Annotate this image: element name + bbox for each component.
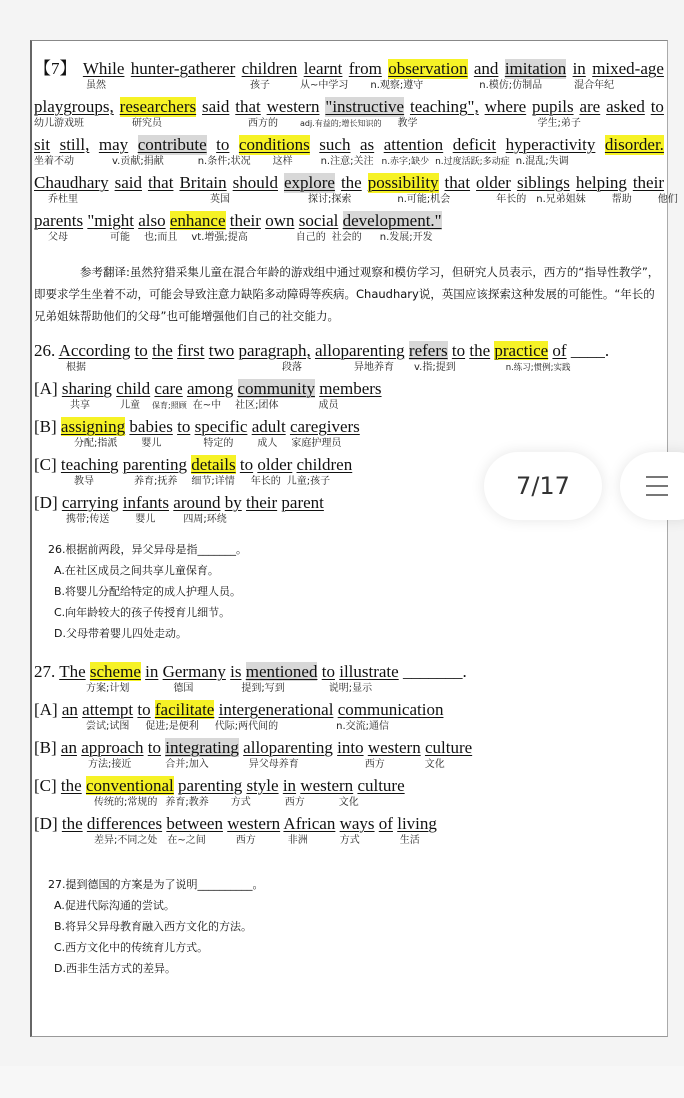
gloss-line-2 [34,117,664,135]
word: sharing [61,379,112,398]
word: older [257,455,293,474]
word: playgroups, [34,97,114,116]
gloss: 携带;传送 [66,514,110,525]
word: of [552,341,567,360]
gloss: 方案;计划 [86,683,130,694]
option-letter: [D] [34,814,58,833]
word: an [60,738,77,757]
word: that [444,173,471,192]
word: said [202,97,230,116]
gloss: 父母 [48,232,68,243]
word: learnt [303,59,343,78]
gloss: n.可能;机会 [397,194,451,205]
word: paragraph, [238,341,311,360]
gloss: 教学 [397,118,418,129]
gloss: 细节;详情 [191,476,235,487]
word: western [227,814,281,833]
highlighted-word: practice [494,341,549,360]
word: parent [281,493,324,512]
word: western [367,738,421,757]
word: social [298,211,339,230]
shaded-word: development." [342,211,442,230]
gloss: 家庭护理员 [291,438,342,449]
gloss: 方法;接近 [88,759,132,770]
gloss: 研究员 [132,118,162,129]
word: siblings [516,173,570,192]
q27-option-c-gloss [34,796,664,814]
word: to [650,97,664,116]
word: intergenerational [218,700,334,719]
gloss: 帮助 [611,194,632,205]
gloss: 传统的;常规的 [94,797,158,808]
gloss: 婴儿 [135,514,156,525]
word: the [152,341,173,360]
gloss: 异父母养育 [248,759,299,770]
word: own [265,211,295,230]
word: that [147,173,174,192]
word: in [145,662,159,681]
gloss: 幼儿游戏班 [34,118,84,129]
q27-stem-gloss [34,682,664,700]
word: in [282,776,297,795]
gloss: 儿童;孩子 [286,476,331,487]
gloss: n.注意;关注 [320,156,374,167]
gloss-line-4 [34,193,678,211]
word: sit [34,135,51,154]
gloss: adj.有益的;增长知识的 [300,119,382,128]
highlighted-word: possibility [367,173,439,192]
gloss: 差异;不同之处 [94,835,158,846]
word: in [572,59,586,78]
word: the [340,173,362,192]
q27-option-d[interactable] [34,814,664,834]
word: communication [337,700,444,719]
word: around [173,493,221,512]
word: teaching", [409,97,479,116]
word: an [61,700,78,719]
reference-translation: 参考翻译:虽然狩猎采集儿童在混合年龄的游戏组中通过观察和模仿学习，但研究人员表示，西方的“指导性教学”，即要求学生坐着不动，可能会导致注意力缺陷多动障碍等疾病。Chaudhary说，英国应该探索这种发展的可能性。“年长的兄弟姐妹帮助他们的父母”也可能增强他们自己的社交能力。 [34,265,660,323]
q27-option-c[interactable] [34,776,664,796]
gloss: n.发展;开发 [379,232,433,243]
word: child [116,379,151,398]
gloss: 在~中 [192,400,222,411]
gloss: 养育;抚养 [134,476,178,487]
word: asked [606,97,645,116]
word: attention [383,135,444,154]
word: While [82,59,125,78]
gloss: 根据 [66,362,86,373]
option-letter: [B] [34,738,57,757]
highlighted-word: conditions [238,135,310,154]
word: attempt [82,700,134,719]
blank: _______. [402,662,467,681]
q26-cn-stem: 26.根据前两段，异父异母是指_______。 [48,543,247,556]
question-number: 26. [34,341,56,360]
word: western [300,776,354,795]
word: pupils [532,97,574,116]
gloss: 坐着不动 [34,156,74,167]
gloss: 社会的 [331,232,362,243]
word: to [321,662,335,681]
gloss: 教导 [74,476,94,487]
gloss: 西方 [284,797,305,808]
highlighted-word: assigning [60,417,126,436]
word: two [208,341,235,360]
gloss: n.赤字;缺少 [381,157,430,167]
word: parenting [122,455,187,474]
gloss: 乔杜里 [48,194,78,205]
q27-chinese [48,874,664,979]
page-indicator-label: 7/17 [516,472,570,500]
word: that [235,97,261,116]
gloss: n.模仿;仿制品 [479,80,543,91]
word: alloparenting [314,341,405,360]
word: their [632,173,664,192]
q26-option-b[interactable] [34,417,664,437]
word: to [147,738,162,757]
word: children [241,59,298,78]
gloss: n.兄弟姐妹 [536,194,586,205]
q27-option-a-gloss [34,720,664,738]
gloss: v.指;提到 [414,362,456,373]
word: from [348,59,382,78]
word: culture [424,738,473,757]
word: also [138,211,166,230]
word: African [283,814,336,833]
word: living [397,814,437,833]
q27-cn-stem: 27.提到德国的方案是为了说明__________。 [48,878,264,891]
word: hunter-gatherer [130,59,236,78]
gloss: 特定的 [203,438,234,449]
gloss: 社区;团体 [235,400,279,411]
gloss: 生活 [399,835,420,846]
option-letter: [A] [34,379,58,398]
word: carrying [61,493,119,512]
word: illustrate [339,662,399,681]
word: by [224,493,242,512]
q27-option-a[interactable] [34,700,664,720]
gloss: n.练习;惯例;实践 [505,363,571,373]
q27-stem [34,662,664,682]
gloss: 方式 [230,797,251,808]
shaded-word: explore [283,173,335,192]
shaded-word: "instructive [325,97,405,116]
word: where [484,97,527,116]
word: still, [59,135,90,154]
q26-cn-option-c: C.向年龄较大的孩子传授育儿细节。 [54,606,231,619]
shaded-word: contribute [137,135,207,154]
gloss: 西方的 [248,118,278,129]
gloss: 也;而且 [144,232,178,243]
blank: ____. [570,341,610,360]
option-letter: [A] [34,700,58,719]
gloss: 养育;教养 [165,797,209,808]
word: to [216,135,230,154]
gloss: v.贡献;捐献 [112,156,164,167]
shaded-word: integrating [165,738,239,757]
highlighted-word: details [191,455,236,474]
word: to [137,700,151,719]
option-letter: [B] [34,417,57,436]
word: babies [129,417,173,436]
gloss: 自己的 [295,232,326,243]
word: said [114,173,142,192]
word: Britain [179,173,227,192]
word: specific [194,417,248,436]
q27-option-b-gloss [34,758,664,776]
gloss: 成人 [257,438,278,449]
gloss: 可能 [110,232,130,243]
q26-cn-option-d: D.父母带着婴儿四处走动。 [54,627,187,640]
word: the [60,776,82,795]
gloss: 西方 [364,759,385,770]
gloss: 这样 [272,156,293,167]
question-27 [34,662,664,979]
word: Germany [162,662,226,681]
word: children [296,455,353,474]
word: members [319,379,382,398]
gloss: 共享 [70,400,90,411]
word: and [473,59,499,78]
passage-line-3 [34,135,664,155]
gloss: 虽然 [86,80,106,91]
word: among [186,379,234,398]
word: to [134,341,148,360]
word: adult [251,417,286,436]
word: alloparenting [243,738,333,757]
gloss: 代际;两代间的 [214,721,279,732]
highlighted-word: observation [388,59,468,78]
gloss: 方式 [339,835,360,846]
gloss: 年长的 [496,194,527,205]
q26-stem [34,341,664,361]
word: infants [122,493,170,512]
word: differences [86,814,163,833]
gloss: 年长的 [250,476,281,487]
word: the [61,814,83,833]
gloss: 保育;照顾 [152,401,187,410]
word: of [378,814,393,833]
gloss: 分配;指派 [74,438,118,449]
word: to [239,455,254,474]
gloss: 探讨;探索 [308,194,352,205]
q26-option-a[interactable] [34,379,664,399]
word: culture [357,776,405,795]
q27-cn-option-b: B.将异父异母教育融入西方文化的方法。 [54,920,253,933]
gloss: 混合年纪 [574,80,615,91]
word: the [469,341,491,360]
word: older [476,173,511,192]
q26-cn-option-b: B.将婴儿分配给特定的成人护理人员。 [54,585,242,598]
bottom-strip [0,1066,684,1098]
q26-stem-gloss [34,361,664,379]
word: between [166,814,223,833]
q27-cn-option-d: D.西非生活方式的差异。 [54,962,176,975]
highlighted-word: scheme [89,662,141,681]
gloss: n.混乱;失调 [515,156,569,167]
word: helping [575,173,627,192]
word: ways [339,814,375,833]
gloss: 合并;加入 [165,759,209,770]
shaded-word: community [237,379,315,398]
passage-line-1 [34,59,664,79]
passage-line-2 [34,97,664,117]
q27-option-b[interactable] [34,738,664,758]
shaded-word: mentioned [245,662,318,681]
option-letter: [C] [34,776,57,795]
gloss: 他们 [657,194,678,205]
highlighted-word: facilitate [154,700,215,719]
shaded-word: refers [408,341,448,360]
option-letter: [C] [34,455,57,474]
word: caregivers [289,417,360,436]
word: first [177,341,205,360]
option-letter: [D] [34,493,58,512]
menu-button[interactable] [620,452,684,520]
word: as [360,135,375,154]
gloss: 非洲 [287,835,308,846]
word: hyperactivity [505,135,596,154]
q27-cn-option-a: A.促进代际沟通的尝试。 [54,899,175,912]
page-indicator[interactable] [484,452,602,520]
document-page [30,40,678,1037]
gloss: 从~中学习 [300,80,349,91]
gloss: n.观察;遵守 [370,80,424,91]
gloss: n.交流;通信 [336,721,390,732]
word: parents [34,211,84,230]
word: their [246,493,278,512]
word: deficit [452,135,497,154]
gloss: 婴儿 [141,438,162,449]
word: "might [87,211,134,230]
word: According [58,341,131,360]
word: is [230,662,242,681]
passage-number: 【7】 [34,59,77,78]
gloss: 成员 [318,400,339,411]
word: into [337,738,364,757]
gloss: n.过度活跃;多动症 [435,157,510,167]
highlighted-word: researchers [119,97,197,116]
word: their [229,211,261,230]
passage-line-4 [34,173,664,193]
q26-cn-option-a: A.在社区成员之间共享儿童保育。 [54,564,219,577]
word: may [98,135,129,154]
word: such [319,135,351,154]
gloss: 四周;环绕 [183,514,227,525]
gloss: 异地养育 [354,362,394,373]
gloss: 儿童 [120,400,140,411]
gloss: 提到;写到 [241,683,285,694]
gloss-line-3 [34,155,664,173]
gloss-line-1 [34,79,664,97]
gloss: 西方 [235,835,256,846]
word: western [266,97,320,116]
q26-option-a-gloss [34,399,664,417]
gloss: 说明;显示 [328,683,373,694]
highlighted-word: disorder. [604,135,664,154]
word: to [451,341,466,360]
q26-chinese [48,539,664,644]
gloss: 文化 [338,797,359,808]
word: should [232,173,278,192]
gloss: n.条件;状况 [197,156,251,167]
gloss: 在~之间 [167,835,206,846]
gloss-line-5 [34,231,664,249]
gloss: 孩子 [250,80,270,91]
question-number: 27. [34,662,56,681]
word: are [579,97,601,116]
word: Chaudhary [34,173,109,192]
word: to [177,417,191,436]
word: teaching [60,455,119,474]
q27-cn-option-c: C.西方文化中的传统育儿方式。 [54,941,209,954]
word: approach [81,738,144,757]
highlighted-word: conventional [85,776,174,795]
word: mixed-age [592,59,664,78]
passage-line-5 [34,211,664,231]
word: The [59,662,86,681]
gloss: vt.增强;提高 [191,232,248,243]
q27-option-d-gloss [34,834,664,852]
gloss: 段落 [282,362,302,373]
gloss: 英国 [210,194,230,205]
highlighted-word: enhance [169,211,226,230]
gloss: 文化 [424,759,445,770]
gloss: 德国 [173,683,194,694]
word: style [246,776,279,795]
gloss: 促进;是便利 [145,721,199,732]
word: care [154,379,183,398]
gloss: 尝试;试图 [86,721,130,732]
shaded-word: imitation [504,59,567,78]
word: parenting [178,776,243,795]
gloss: 学生;弟子 [537,118,581,129]
